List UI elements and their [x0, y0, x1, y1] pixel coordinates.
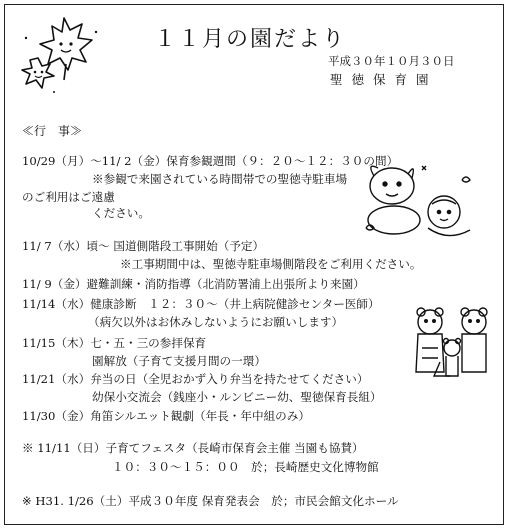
- event-note: ※参観で来園されている時間帯での聖徳寺駐車場: [92, 172, 348, 186]
- event-line: 10/29（月）～11/ 2（金）保育参観週間（９：２０～１２：３０の間）: [22, 154, 399, 168]
- issue-date: 平成３０年１０月３０日: [328, 54, 455, 68]
- organization-name: 聖徳保育園: [330, 72, 438, 87]
- event-line: 11/ 7（水）頃～ 国道側階段工事開始（予定）: [22, 239, 265, 253]
- event-line: ※ 11/11（日）子育てフェスタ（長崎市保育会主催 当園も協賛）: [22, 441, 364, 455]
- event-line: ※ H31. 1/26（土）平成３０年度 保育発表会 於；市民会館文化ホール: [22, 494, 399, 508]
- event-note: ※工事期間中は、聖徳寺駐車場側階段をご利用ください。: [120, 257, 422, 271]
- bear-family-icon: [410, 302, 496, 384]
- event-line: 11/15（木）七・五・三の参拝保育: [22, 336, 207, 350]
- event-line: 11/21（水）弁当の日（全児おかず入り弁当を持たせてください）: [22, 372, 369, 386]
- page-title: １１月の園だより: [154, 27, 347, 52]
- section-heading: ≪行 事≫: [22, 124, 83, 138]
- event-note: １０：３０～１５：００ 於；長崎歴史文化博物館: [112, 460, 379, 474]
- maple-leaves-icon: [14, 8, 104, 98]
- event-note: （病欠以外はお休みしないようにお願いします）: [88, 315, 344, 329]
- event-line: 11/30（金）角笛シルエット観劇（年長・年中組のみ）: [22, 409, 310, 423]
- event-note: のご利用はご遠慮: [22, 190, 115, 204]
- event-line: 11/14（水）健康診断 １２：３０～（井上病院健診センター医師）: [22, 297, 380, 311]
- event-note: 園解放（子育て支援月間の一環）: [92, 354, 266, 368]
- event-note: ください。: [92, 206, 150, 220]
- event-note: 幼保小交流会（銭座小・ルンビニー幼、聖徳保育長組）: [92, 390, 382, 404]
- event-line: 11/ 9（金）避難訓練・消防指導（北消防署浦上出張所より来園）: [22, 277, 365, 291]
- children-illustration-icon: [352, 156, 480, 244]
